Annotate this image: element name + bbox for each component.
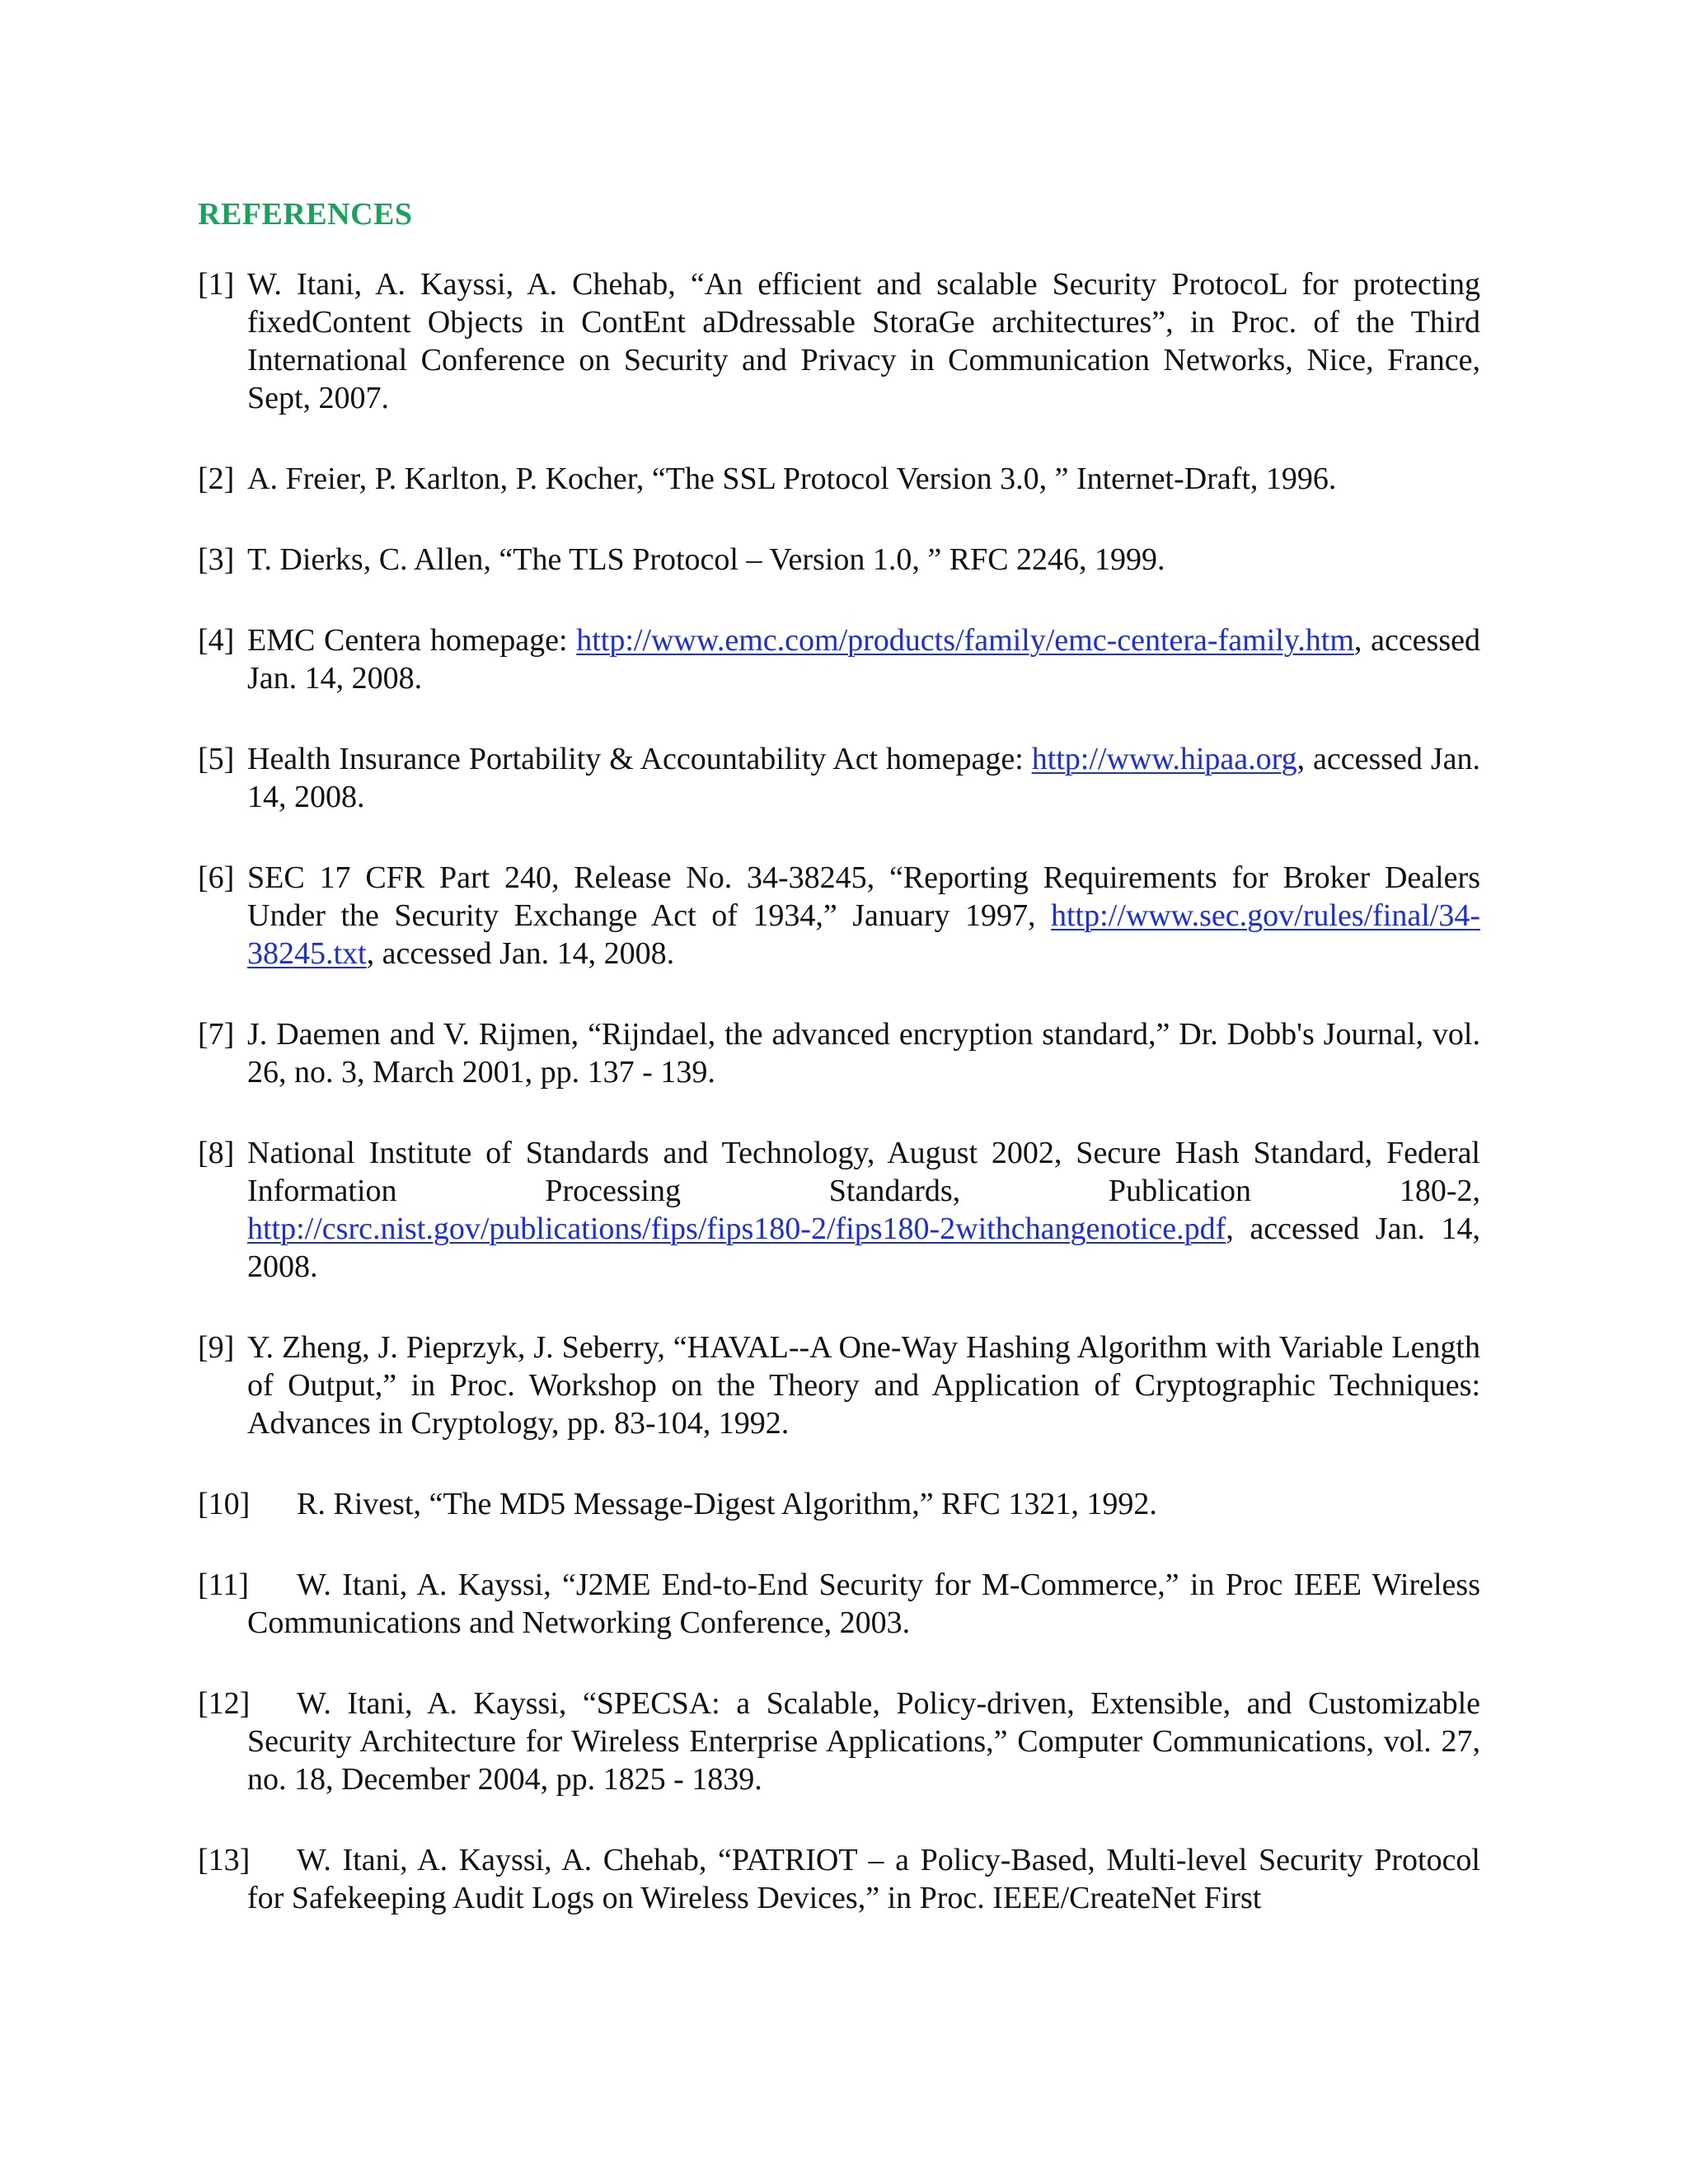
emc-centera-link[interactable]: http://www.emc.com/products/family/emc-centera-family.htm [576, 623, 1354, 658]
reference-text-suffix: , accessed Jan. 14, 2008. [366, 936, 675, 971]
reference-12 [198, 1685, 1480, 1798]
reference-number: [8] [198, 1136, 235, 1170]
reference-text: A. Freier, P. Karlton, P. Kocher, “The SSL Protocol Version 3.0, ” Internet-Draft, 1996. [247, 462, 1337, 496]
nist-fips-link[interactable]: http://csrc.nist.gov/publications/fips/fips180-2/fips180-2withchangenotice.pdf [247, 1212, 1226, 1246]
references-heading: REFERENCES [198, 197, 413, 232]
reference-list [198, 265, 1480, 1917]
reference-3 [198, 541, 1480, 579]
reference-6 [198, 859, 1480, 972]
reference-text-suffix: , accessed Jan. 14, 2008. [247, 742, 1481, 814]
reference-text: T. Dierks, C. Allen, “The TLS Protocol – Version 1.0, ” RFC 2246, 1999. [247, 542, 1165, 577]
reference-text: EMC Centera homepage: [247, 623, 577, 658]
reference-5 [198, 740, 1480, 816]
reference-text: W. Itani, A. Kayssi, A. Chehab, “An efficient and scalable Security ProtocoL for protecting fixedContent Objects in ContEnt aDdressable StoraGe architectures”, in Proc. of the Third International Conference on Security and Privacy in Communication Networks, Nice, France, Sept, 2007. [247, 267, 1480, 415]
reference-number: [10] [198, 1487, 251, 1521]
reference-9 [198, 1329, 1480, 1442]
reference-number: [2] [198, 462, 235, 496]
reference-number: [1] [198, 267, 235, 302]
reference-10 [198, 1485, 1480, 1523]
reference-text-suffix: , accessed Jan. 14, 2008. [247, 623, 1480, 696]
reference-text: W. Itani, A. Kayssi, A. Chehab, “PATRIOT – a Policy-Based, Multi-level Security Protocol for Safekeeping Audit Logs on Wireless Devices,” in Proc. IEEE/CreateNet First [247, 1843, 1480, 1915]
reference-number: [13] [198, 1843, 251, 1877]
reference-number: [4] [198, 623, 235, 658]
reference-13 [198, 1841, 1480, 1917]
reference-text: SEC 17 CFR Part 240, Release No. 34-38245, “Reporting Requirements for Broker Dealers Under the Security Exchange Act of 1934,” January 1997, [247, 860, 1480, 933]
reference-8 [198, 1134, 1480, 1286]
reference-text-suffix: , accessed Jan. 14, 2008. [247, 1212, 1480, 1284]
reference-text: National Institute of Standards and Technology, August 2002, Secure Hash Standard, Federal Information Processing Standards, Publication 180-2, [247, 1136, 1480, 1208]
reference-number: [5] [198, 742, 235, 776]
reference-text: Y. Zheng, J. Pieprzyk, J. Seberry, “HAVAL--A One-Way Hashing Algorithm with Variable Length of Output,” in Proc. Workshop on the Theory and Application of Cryptographic Techniques: Advances in Cryptology, pp. 83-104, 1992. [247, 1330, 1480, 1441]
sec-rules-link[interactable]: http://www.sec.gov/rules/final/34-38245.txt [247, 898, 1480, 971]
reference-number: [6] [198, 860, 235, 895]
reference-text: W. Itani, A. Kayssi, “J2ME End-to-End Security for M-Commerce,” in Proc IEEE Wireless Communications and Networking Conference, 2003. [247, 1568, 1480, 1640]
reference-text: J. Daemen and V. Rijmen, “Rijndael, the advanced encryption standard,” Dr. Dobb's Journal, vol. 26, no. 3, March 2001, pp. 137 - 139. [247, 1017, 1480, 1090]
reference-7 [198, 1015, 1480, 1091]
references-page [198, 194, 1480, 1917]
reference-1 [198, 265, 1480, 417]
reference-2 [198, 460, 1480, 498]
reference-text: R. Rivest, “The MD5 Message-Digest Algorithm,” RFC 1321, 1992. [297, 1487, 1157, 1521]
reference-text: Health Insurance Portability & Accountability Act homepage: [247, 742, 1032, 776]
reference-text: W. Itani, A. Kayssi, “SPECSA: a Scalable, Policy-driven, Extensible, and Customizable Security Architecture for Wireless Enterprise Applications,” Computer Communications, vol. 27, no. 18, December 2004, pp. 1825 - 1839. [247, 1686, 1480, 1797]
hipaa-link[interactable]: http://www.hipaa.org [1031, 742, 1297, 776]
reference-11 [198, 1566, 1480, 1642]
reference-4 [198, 621, 1480, 697]
reference-number: [3] [198, 542, 235, 577]
reference-number: [11] [198, 1568, 249, 1602]
reference-number: [9] [198, 1330, 235, 1365]
reference-number: [12] [198, 1686, 251, 1721]
reference-number: [7] [198, 1017, 235, 1052]
